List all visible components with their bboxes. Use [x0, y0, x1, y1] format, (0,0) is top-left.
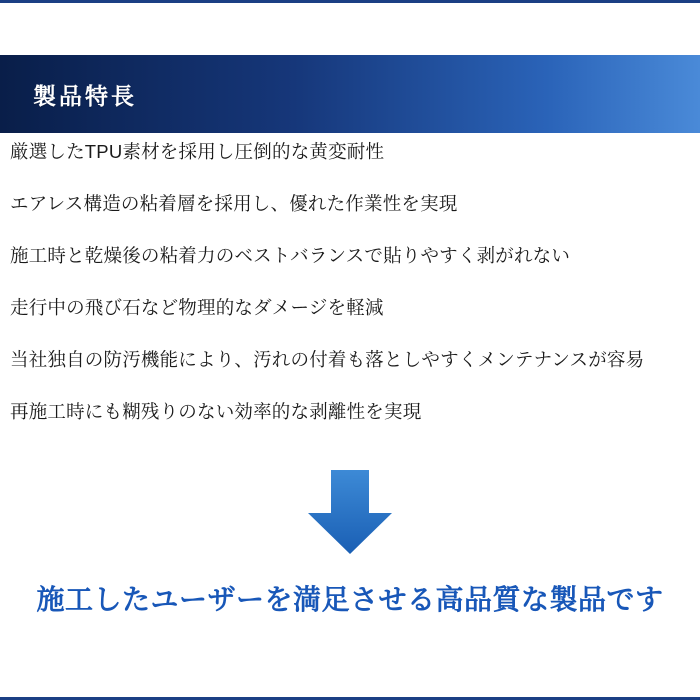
list-item: エアレス構造の粘着層を採用し、優れた作業性を実現 — [10, 192, 458, 214]
top-divider — [0, 0, 700, 3]
feature-list — [0, 140, 700, 452]
arrow-container — [0, 466, 700, 558]
closing-statement — [0, 578, 700, 618]
list-item: 施工時と乾燥後の粘着力のベストバランスで貼りやすく剥がれない — [10, 244, 571, 266]
list-item: 厳選したTPU素材を採用し圧倒的な黄変耐性 — [10, 141, 385, 162]
list-item: 当社独自の防汚機能により、汚れの付着も落としやすくメンテナンスが容易 — [10, 348, 645, 370]
list-item: 再施工時にも糊残りのない効率的な剥離性を実現 — [10, 400, 422, 422]
section-header-band — [0, 55, 700, 133]
page-title: 製品特長 — [33, 82, 137, 109]
down-arrow-icon — [304, 466, 396, 558]
list-item: 走行中の飛び石など物理的なダメージを軽減 — [10, 296, 384, 318]
closing-text: 施工したユーザーを満足させる高品質な製品です — [36, 584, 664, 615]
